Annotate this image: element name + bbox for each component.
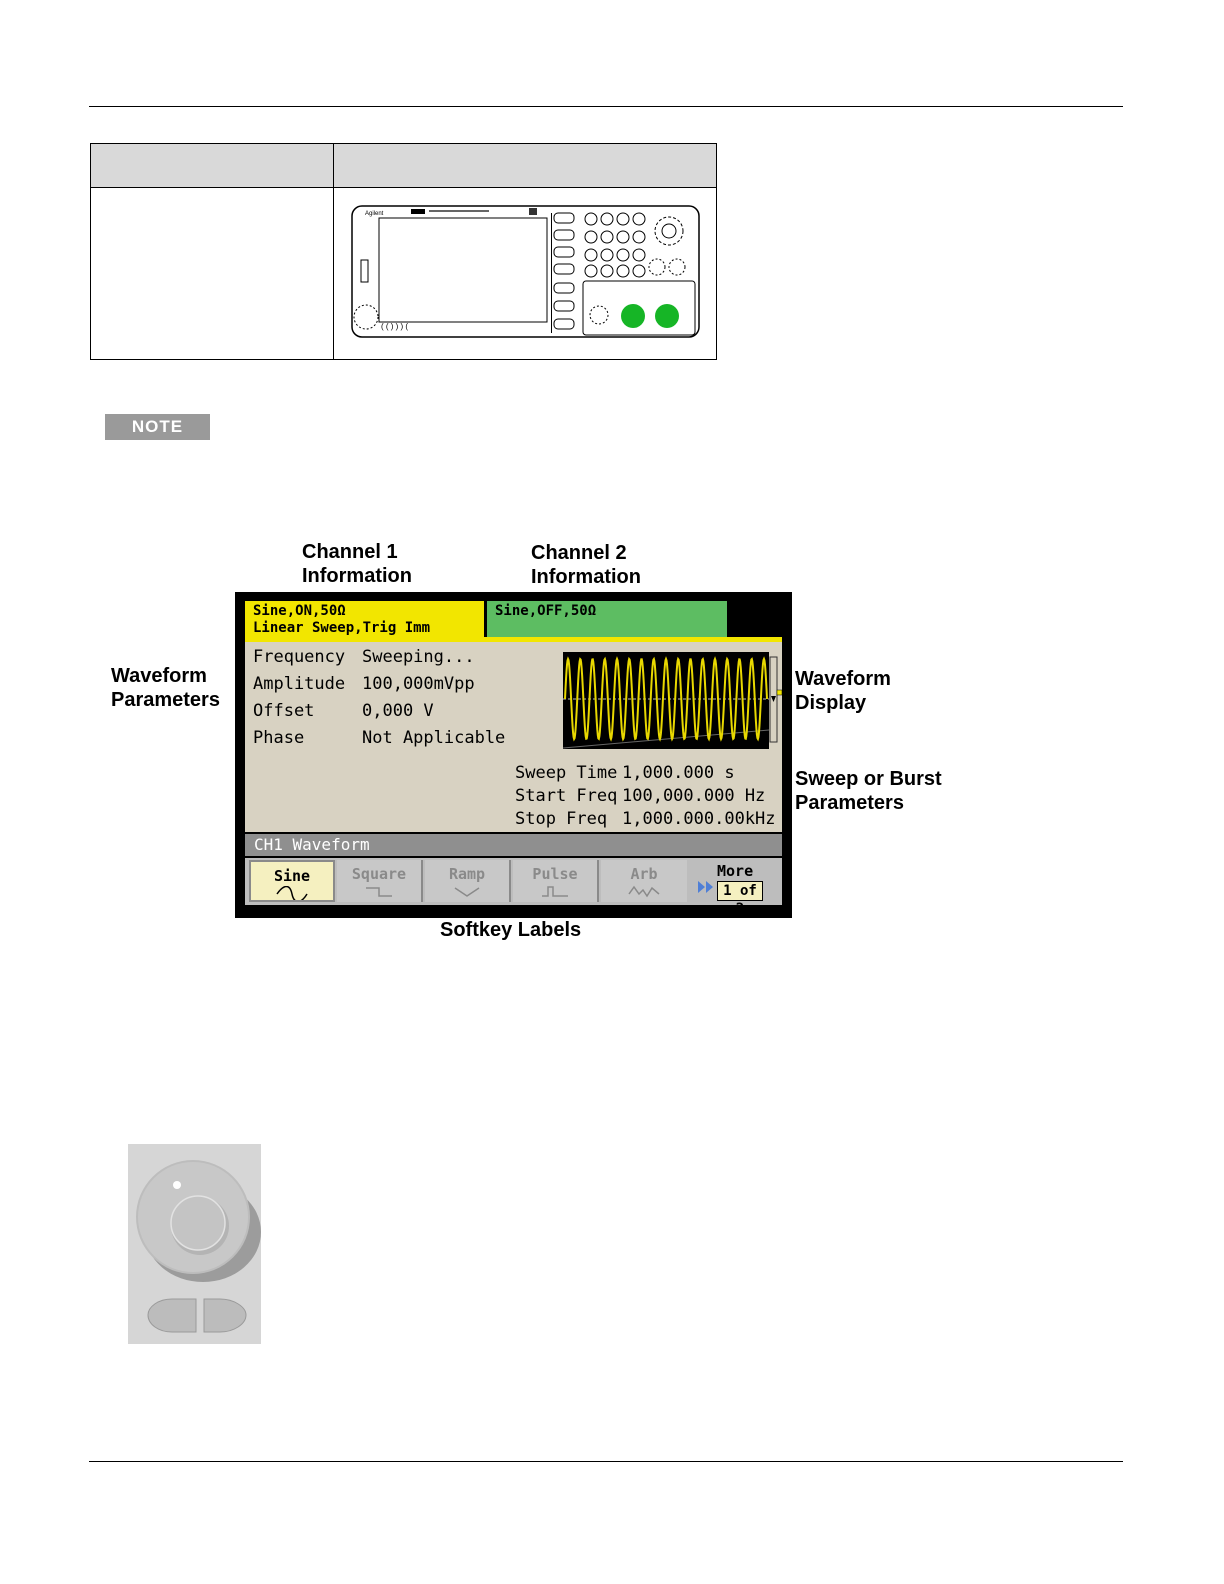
knob-and-arrow-keys-illustration (128, 1144, 261, 1344)
waveform-parameters-label (111, 664, 220, 712)
softkey-pulse[interactable] (513, 860, 599, 902)
front-panel-illustration (351, 205, 700, 338)
sine-icon (275, 886, 309, 900)
waveform-display-label (795, 667, 891, 715)
param-value: 100,000mVpp (362, 674, 475, 694)
parameters-area (245, 642, 782, 832)
menu-title: CH1 Waveform (254, 835, 370, 854)
sweep-burst-line2: Parameters (795, 792, 904, 814)
channel2-label-line2: Information (531, 566, 641, 588)
channel1-tab-line1: Sine,ON,50Ω (253, 603, 346, 619)
waveform-scroll-indicator (769, 656, 783, 746)
sweep-burst-label (795, 767, 942, 815)
more-page-indicator: 1 of 2 (717, 881, 763, 901)
softkey-label: Pulse (532, 865, 578, 883)
softkey-label: Ramp (448, 865, 486, 883)
softkey-label: Sine (273, 867, 311, 885)
param-value: Sweeping... (362, 647, 475, 667)
sweep-label[interactable]: Sweep Time (515, 763, 618, 783)
footer-rule (89, 1461, 1123, 1462)
svg-text:( ( ) ) ) (: ( ( ) ) ) ( (381, 322, 409, 331)
softkey-row (245, 858, 782, 917)
channel1-info-label (302, 540, 412, 588)
waveform-display (563, 652, 769, 749)
softkey-label: Arb (630, 865, 658, 883)
param-label[interactable]: Phase (253, 728, 305, 748)
channel2-info-label (531, 541, 641, 589)
softkey-ramp[interactable] (425, 860, 511, 902)
param-value: 0,000 V (362, 701, 434, 721)
display-screen (235, 592, 792, 918)
svg-text:Agilent: Agilent (365, 211, 384, 217)
menu-title-bar (245, 834, 782, 856)
softkey-sine[interactable] (249, 860, 335, 902)
more-label: More (717, 862, 754, 880)
channel2-tab-text: Sine,OFF,50Ω (495, 603, 597, 619)
param-label[interactable]: Amplitude (253, 674, 346, 694)
waveform-display-line1: Waveform (795, 668, 891, 690)
channel1-tab[interactable] (245, 601, 484, 641)
sweep-burst-line1: Sweep or Burst (795, 768, 942, 790)
sweep-value: 1,000.000.00kHz (622, 809, 776, 829)
header-rule (89, 106, 1123, 107)
softkey-label: Square (351, 865, 407, 883)
channel1-label-line2: Information (302, 565, 412, 587)
sweep-label[interactable]: Stop Freq (515, 809, 608, 829)
channel1-label-line1: Channel 1 (302, 541, 398, 563)
softkey-labels-label: Softkey Labels (440, 919, 582, 941)
sweep-value: 1,000.000 s (622, 763, 735, 783)
table-column-divider (333, 144, 334, 359)
table-header-row (91, 144, 716, 188)
sweep-value: 100,000.000 Hz (622, 786, 766, 806)
waveform-display-line2: Display (795, 692, 867, 714)
sine-waveform (563, 652, 769, 749)
waveform-parameters-line2: Parameters (111, 689, 220, 711)
arb-icon (627, 884, 661, 898)
softkey-square[interactable] (337, 860, 423, 902)
pulse-icon (538, 884, 572, 898)
square-wave-icon (362, 884, 396, 898)
softkey-more[interactable] (695, 860, 780, 917)
ramp-icon (450, 884, 484, 898)
param-label[interactable]: Offset (253, 701, 315, 721)
channel1-tab-line2: Linear Sweep,Trig Imm (253, 620, 431, 636)
sweep-label[interactable]: Start Freq (515, 786, 618, 806)
softkey-arb[interactable] (601, 860, 687, 902)
channel2-tab[interactable] (487, 601, 727, 637)
param-label[interactable]: Frequency (253, 647, 346, 667)
waveform-parameters-line1: Waveform (111, 665, 207, 687)
param-value: Not Applicable (362, 728, 506, 748)
note-badge: NOTE (105, 414, 210, 440)
double-arrow-icon (697, 880, 715, 894)
channel2-label-line1: Channel 2 (531, 542, 627, 564)
